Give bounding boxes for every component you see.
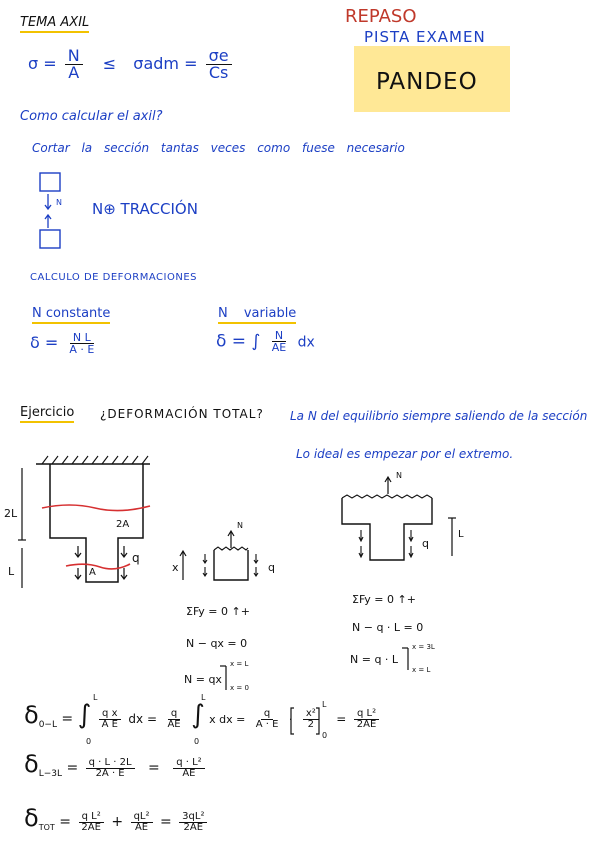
exercise-subtitle: ¿DEFORMACIÓN TOTAL?: [100, 407, 264, 421]
deformation-l-3l: $\delta_{L-3L}$ = $\frac{q \cdot L \cdot 2L}{2A \cdot E}$ = $\frac{\text{q · L²}}{AE}$: [24, 752, 208, 779]
equilibrium-note: La N del equilibrio siempre saliendo de la sección: [290, 409, 588, 423]
integral-1-lower: 0: [86, 737, 92, 746]
length-l-label: L: [8, 565, 15, 578]
coord-x-label: x: [172, 561, 179, 574]
traction-label: N⊕ TRACCIÓN: [92, 200, 198, 218]
area-a-label: A: [89, 567, 96, 578]
cut-method: Cortar la sección tantas veces como fuese necesario: [32, 141, 405, 155]
deformation-total: $\delta_{TOT}$ = $\frac{\text{q L²}}{2AE}$ + $\frac{\text{qL²}}{AE}$ = $\frac{\text{3qL²}}{2AE}$: [24, 806, 210, 833]
fbd1-q-label: q: [268, 561, 275, 574]
equilibrium-1-limit-top: x = L: [230, 660, 249, 668]
integral-1-upper: L: [93, 693, 98, 702]
deformation-0-l: $\delta_{0-L}$ = ∫ $\frac{\text{q x}}{\text{A E}}$ dx = $\frac{q}{AE}$ ∫ x dx = $\frac{q}{A \cdot E}$ · $\frac{\text{x²}}{2}$ = $\frac{\text{q L²}}{2AE}$: [24, 702, 382, 730]
buckling-label: PANDEO: [376, 69, 478, 95]
equilibrium-2-limit-bottom: x = L: [412, 666, 431, 674]
integral-2-upper: L: [201, 693, 206, 702]
exam-hint-label: PISTA EXAMEN: [364, 28, 486, 46]
equilibrium-2-limit-top: x = 3L: [412, 643, 435, 651]
formula-constant: δ = $\frac{\text{N L}}{A \cdot E}$: [30, 331, 95, 356]
area-2a-label: 2A: [116, 519, 130, 530]
bracket-lower: 0: [322, 731, 328, 740]
deformation-title: CALCULO DE DEFORMACIONES: [30, 272, 197, 283]
load-q-label: q: [132, 551, 140, 565]
topic-title: TEMA AXIL: [20, 16, 89, 33]
axil-question: Como calcular el axil?: [20, 109, 163, 124]
length-2l-label: 2L: [4, 507, 18, 520]
equilibrium-2-result: N = q · L: [350, 653, 399, 666]
fbd2-n-label: N: [396, 471, 402, 480]
fbd1-n-label: N: [237, 521, 243, 530]
equilibrium-1-eq: N − qx = 0: [186, 637, 248, 650]
equilibrium-1-result: N = qx: [184, 673, 222, 686]
n-constant-label: N constante: [32, 307, 110, 324]
equilibrium-1-limit-bottom: x = 0: [230, 684, 249, 692]
extreme-note: Lo ideal es empezar por el extremo.: [296, 447, 514, 461]
formula-variable: δ = ∫ $\frac{N}{AE}$ dx: [216, 329, 315, 354]
exercise-title: Ejercicio: [20, 406, 74, 423]
bracket-upper: L: [322, 700, 327, 709]
equilibrium-1-sum: ΣFy = 0 ↑+: [186, 605, 250, 618]
integral-2-lower: 0: [194, 737, 200, 746]
equilibrium-2-eq: N − q · L = 0: [352, 621, 424, 634]
stress-formula: σ = $\frac{N}{A}$ ≤ σadm = $\frac{\sigma e}{Cs}$: [28, 48, 235, 81]
n-variable-label: N variable: [218, 307, 296, 324]
equilibrium-2-sum: ΣFy = 0 ↑+: [352, 593, 416, 606]
review-label: REPASO: [345, 6, 417, 27]
fbd2-l-label: L: [458, 529, 464, 540]
fbd2-q-label: q: [422, 537, 429, 550]
n-arrow-label: N: [56, 198, 62, 207]
